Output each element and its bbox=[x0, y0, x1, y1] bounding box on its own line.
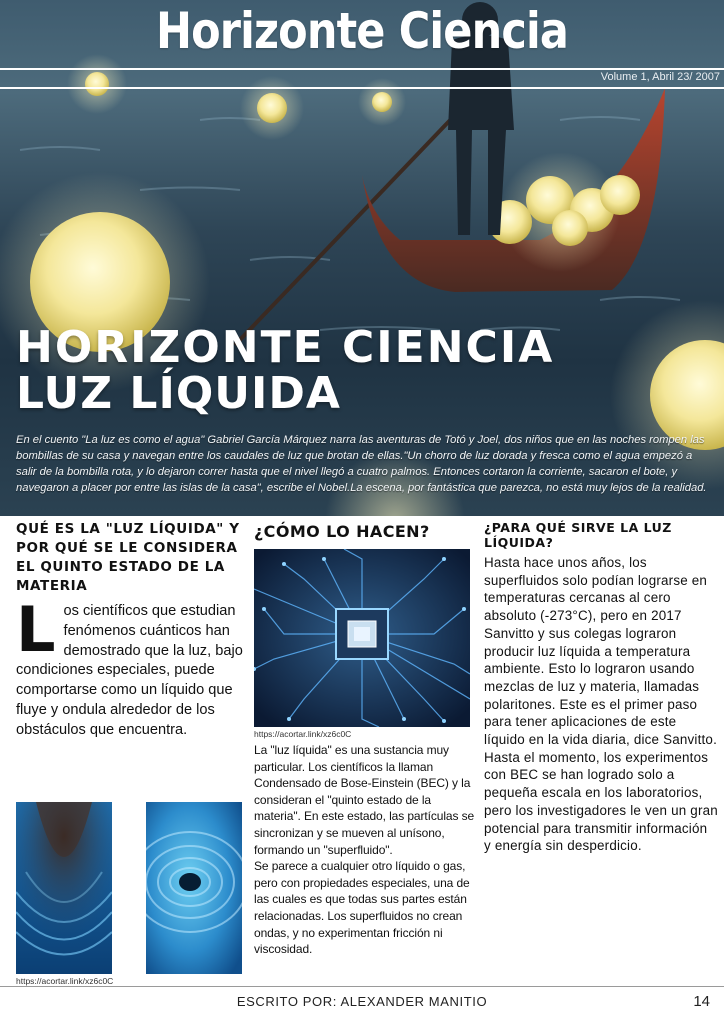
image-credit-left[interactable]: https://acortar.link/xz6c0C bbox=[16, 976, 114, 986]
fluid-photo-1 bbox=[16, 802, 112, 974]
masthead-title: Horizonte Ciencia bbox=[155, 2, 569, 60]
what-for-paragraph-2: Hasta el momento, los experimentos con BEC se han logrado solo a pequeña escala en los laboratorios, pero los investigadores le ven un gran potencial para transmitir información y energía sin desperdicio. bbox=[484, 749, 718, 854]
author-byline: ESCRITO POR: ALEXANDER MANITIO bbox=[236, 994, 488, 1009]
section-heading-what-is: QUÉ ES LA "LUZ LÍQUIDA" Y POR QUÉ SE LE CONSIDERA EL QUINTO ESTADO DE LA MATERIA bbox=[16, 521, 240, 594]
lead-paragraph bbox=[16, 593, 248, 741]
column-left bbox=[16, 520, 248, 741]
volume-issue-date: Volume 1, Abril 23/ 2007 bbox=[600, 71, 720, 83]
column-right bbox=[484, 520, 718, 855]
drop-cap: L bbox=[16, 593, 56, 666]
hero-title-line2: LUZ LÍQUIDA bbox=[16, 368, 341, 419]
section-heading-how: ¿CÓMO LO HACEN? bbox=[254, 522, 430, 541]
footer-rule bbox=[0, 986, 724, 987]
fluid-photo-2 bbox=[146, 802, 242, 974]
how-paragraph-2: Se parece a cualquier otro líquido o gas, pero con propiedades especiales, una de las cuales es que todas sus partes están relacionadas. Los superfluidos no crean ondas, y no experimentan fricción ni viscosidad. bbox=[254, 859, 470, 957]
what-for-paragraph-1: Hasta hace unos años, los superfluidos solo podían lograrse en temperaturas cercanas al cero absoluto (-273°C), pero en 2017 Sanvitto y sus colegas lograron producir luz líquida a temperatura ambiente. Esto lo lograron usando mezclas de luz y materia, llamadas polaritones. Este es el primer paso para tener aplicaciones de este líquido en la vida diaria, dice Sanvitto. bbox=[484, 555, 718, 748]
image-credit-middle[interactable]: https://acortar.link/xz6c0C bbox=[254, 729, 352, 739]
how-paragraph-1: La "luz líquida" es una sustancia muy particular. Los científicos la llaman Condensado de Bose-Einstein (BEC) y la consideran el "quinto estado de la materia". En este estado, las partículas se sincronizan y se mueven al unísono, formando un "superfluido". bbox=[254, 743, 475, 857]
masthead-rule-bottom bbox=[0, 87, 724, 89]
column-middle bbox=[254, 520, 476, 958]
light-orb bbox=[372, 92, 392, 112]
lead-paragraph-text: os científicos que estudian fenómenos cuánticos han demostrado que la luz, bajo condiciones especiales, puede comportarse como un líquido que fluye y ondula alrededor de los obstáculos que encuentra. bbox=[16, 603, 243, 738]
intro-paragraph: En el cuento "La luz es como el agua" Gabriel García Márquez narra las aventuras de Totó y Joel, dos niños que en las noches rompen las bombillas de su casa y navegan entre los caudales de luz que brotan de ellas."Un chorro de luz dorada y fresca como el agua empezó a salir de la bombilla rota, y lo dejaron correr hasta que el nivel llegó a cuatro palmos. Entonces cortaron la corriente, sacaron el bote, y navegaron a placer por entre las islas de la casa", escribe el Nobel.La escena, por fantástica que parezca, no está muy lejos de la realidad. bbox=[16, 434, 707, 494]
section-heading-what-for: ¿PARA QUÉ SIRVE LA LUZ LÍQUIDA? bbox=[484, 520, 672, 550]
light-orb bbox=[257, 93, 287, 123]
masthead-rule-top bbox=[0, 68, 724, 70]
oar bbox=[235, 115, 455, 345]
light-orb bbox=[85, 72, 109, 96]
circuit-chip-image bbox=[254, 549, 470, 727]
page-number: 14 bbox=[693, 993, 710, 1010]
hero-title-line1: HORIZONTE CIENCIA bbox=[16, 322, 555, 373]
